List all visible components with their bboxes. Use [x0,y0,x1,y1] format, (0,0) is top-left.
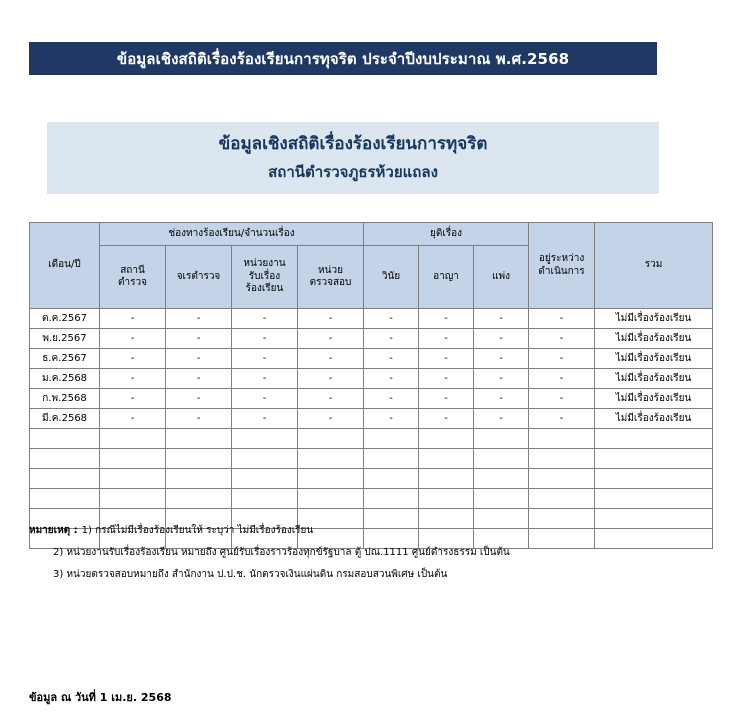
table-row [30,409,713,429]
cell-finish-discipline [364,429,419,449]
cell-channel-police-station: - [100,409,166,429]
note-item [29,524,719,537]
cell-finish-discipline: - [364,389,419,409]
cell-finish-discipline: - [364,369,419,389]
cell-channel-police-station [100,449,166,469]
header-finish-civil: แพ่ง [474,246,529,309]
footer-date: ข้อมูล ณ วันที่ 1 เม.ย. 2568 [29,691,172,704]
cell-channel-police-station: - [100,349,166,369]
notes-label: หมายเหตุ : [29,525,78,536]
cell-channel-audit-unit: - [298,309,364,329]
header-channel-complaint-agency [232,246,298,309]
table-body [30,309,713,549]
cell-channel-police-station: - [100,369,166,389]
header-finish-criminal: อาญา [419,246,474,309]
cell-channel-complaint-agency [232,489,298,509]
cell-finish-civil [474,429,529,449]
cell-month: ก.พ.2568 [30,389,100,409]
cell-channel-inspector [166,469,232,489]
cell-month: ต.ค.2567 [30,309,100,329]
cell-finish-criminal: - [419,349,474,369]
cell-finish-civil: - [474,329,529,349]
cell-pending: - [529,309,595,329]
note-item [29,546,719,559]
cell-channel-audit-unit: - [298,349,364,369]
cell-channel-audit-unit [298,449,364,469]
cell-channel-complaint-agency [232,429,298,449]
cell-channel-police-station: - [100,309,166,329]
cell-pending: - [529,349,595,369]
cell-total [595,429,713,449]
cell-channel-complaint-agency: - [232,349,298,369]
header-month: เดือน/ปี [30,223,100,309]
cell-total: ไม่มีเรื่องร้องเรียน [595,409,713,429]
cell-finish-criminal: - [419,369,474,389]
cell-channel-police-station [100,489,166,509]
header-group-finish: ยุติเรื่อง [364,223,529,246]
statistics-table [29,222,713,549]
cell-channel-inspector [166,449,232,469]
cell-total: ไม่มีเรื่องร้องเรียน [595,309,713,329]
cell-total: ไม่มีเรื่องร้องเรียน [595,349,713,369]
cell-channel-audit-unit: - [298,409,364,429]
note-item [29,568,719,581]
cell-month [30,429,100,449]
header-total: รวม [595,223,713,309]
cell-finish-discipline: - [364,409,419,429]
cell-total [595,489,713,509]
header-channel-inspector [166,246,232,309]
header-channel-audit-unit-l1: หน่วย [318,264,343,276]
header-channel-complaint-agency-l2: รับเรื่อง [248,270,281,282]
cell-channel-complaint-agency [232,469,298,489]
cell-finish-civil: - [474,389,529,409]
title-primary: ข้อมูลเชิงสถิติเรื่องร้องเรียนการทุจริต [218,134,488,155]
cell-pending [529,489,595,509]
cell-month: ธ.ค.2567 [30,349,100,369]
cell-total: ไม่มีเรื่องร้องเรียน [595,369,713,389]
note-text-1: 1) กรณีไม่มีเรื่องร้องเรียนให้ ระบุว่า ไม่มีเรื่องร้องเรียน [81,525,314,536]
cell-finish-civil: - [474,349,529,369]
header-channel-police-station-l2: ตำรวจ [118,277,147,288]
header-finish-discipline: วินัย [364,246,419,309]
header-group-channels: ช่องทางร้องเรียน/จำนวนเรื่อง [100,223,364,246]
document-banner [29,42,657,75]
cell-channel-complaint-agency: - [232,329,298,349]
table-row [30,349,713,369]
header-channel-police-station [100,246,166,309]
title-secondary: สถานีตำรวจภูธรห้วยแถลง [268,162,438,181]
header-channel-inspector-l1: จเรตำรวจ [176,270,221,282]
cell-channel-police-station: - [100,389,166,409]
cell-pending: - [529,409,595,429]
cell-finish-civil: - [474,409,529,429]
cell-finish-civil: - [474,309,529,329]
note-text-3: 3) หน่วยตรวจสอบหมายถึง สำนักงาน ป.ป.ช. นักตรวจเงินแผ่นดิน กรมสอบสวนพิเศษ เป็นต้น [53,569,448,580]
cell-channel-audit-unit: - [298,369,364,389]
cell-channel-audit-unit: - [298,329,364,349]
header-channel-audit-unit-l2: ตรวจสอบ [309,277,352,288]
header-channel-audit-unit [298,246,364,309]
cell-month [30,489,100,509]
table-row [30,369,713,389]
cell-total [595,449,713,469]
cell-pending: - [529,329,595,349]
cell-finish-criminal: - [419,389,474,409]
cell-channel-inspector: - [166,309,232,329]
note-text-2: 2) หน่วยงานรับเรื่องร้องเรียน หมายถึง ศูนย์รับเรื่องราวร้องทุกข์รัฐบาล ตู้ ปณ.1111 ศูนย์ดำรงธรรม เป็นต้น [53,547,510,558]
cell-finish-discipline [364,449,419,469]
table-row [30,389,713,409]
cell-finish-discipline [364,469,419,489]
cell-channel-complaint-agency: - [232,389,298,409]
cell-channel-inspector: - [166,389,232,409]
table-head [30,223,713,309]
cell-pending: - [529,369,595,389]
table-row [30,469,713,489]
cell-channel-complaint-agency: - [232,409,298,429]
cell-finish-criminal: - [419,409,474,429]
cell-channel-complaint-agency: - [232,309,298,329]
title-block [47,122,659,194]
cell-finish-criminal [419,489,474,509]
cell-channel-inspector: - [166,409,232,429]
table-row [30,309,713,329]
cell-pending [529,429,595,449]
cell-month: พ.ย.2567 [30,329,100,349]
cell-channel-police-station: - [100,329,166,349]
header-pending-line2: ดำเนินการ [538,265,585,277]
cell-channel-inspector: - [166,329,232,349]
cell-finish-civil [474,469,529,489]
header-channel-complaint-agency-l1: หน่วยงาน [243,258,286,270]
cell-channel-police-station [100,469,166,489]
cell-channel-inspector [166,429,232,449]
cell-channel-audit-unit: - [298,389,364,409]
cell-channel-inspector: - [166,369,232,389]
cell-finish-discipline [364,489,419,509]
cell-finish-civil: - [474,369,529,389]
cell-finish-criminal [419,449,474,469]
cell-pending [529,469,595,489]
table-row [30,329,713,349]
header-pending [529,223,595,309]
cell-month: ม.ค.2568 [30,369,100,389]
cell-channel-police-station [100,429,166,449]
cell-month: มี.ค.2568 [30,409,100,429]
cell-finish-criminal: - [419,309,474,329]
cell-finish-criminal [419,469,474,489]
cell-total [595,469,713,489]
cell-finish-criminal [419,429,474,449]
table-row [30,429,713,449]
cell-month [30,449,100,469]
header-channel-complaint-agency-l3: ร้องเรียน [245,283,284,295]
cell-total: ไม่มีเรื่องร้องเรียน [595,389,713,409]
table-row [30,449,713,469]
statistics-table-wrapper [29,222,712,549]
cell-finish-discipline: - [364,329,419,349]
cell-channel-complaint-agency [232,449,298,469]
header-pending-line1: อยู่ระหว่าง [538,253,585,264]
cell-pending: - [529,389,595,409]
header-channel-police-station-l1: สถานี [120,264,145,276]
cell-pending [529,449,595,469]
cell-finish-discipline: - [364,349,419,369]
cell-finish-criminal: - [419,329,474,349]
cell-total: ไม่มีเรื่องร้องเรียน [595,329,713,349]
table-header-row-1 [30,223,713,246]
cell-finish-discipline: - [364,309,419,329]
notes-section [29,524,719,590]
cell-channel-inspector [166,489,232,509]
cell-channel-audit-unit [298,489,364,509]
cell-month [30,469,100,489]
cell-channel-inspector: - [166,349,232,369]
cell-channel-audit-unit [298,429,364,449]
cell-finish-civil [474,489,529,509]
table-row [30,489,713,509]
cell-channel-complaint-agency: - [232,369,298,389]
banner-title: ข้อมูลเชิงสถิติเรื่องร้องเรียนการทุจริต ประจำปีงบประมาณ พ.ศ.2568 [116,49,570,68]
cell-finish-civil [474,449,529,469]
cell-channel-audit-unit [298,469,364,489]
